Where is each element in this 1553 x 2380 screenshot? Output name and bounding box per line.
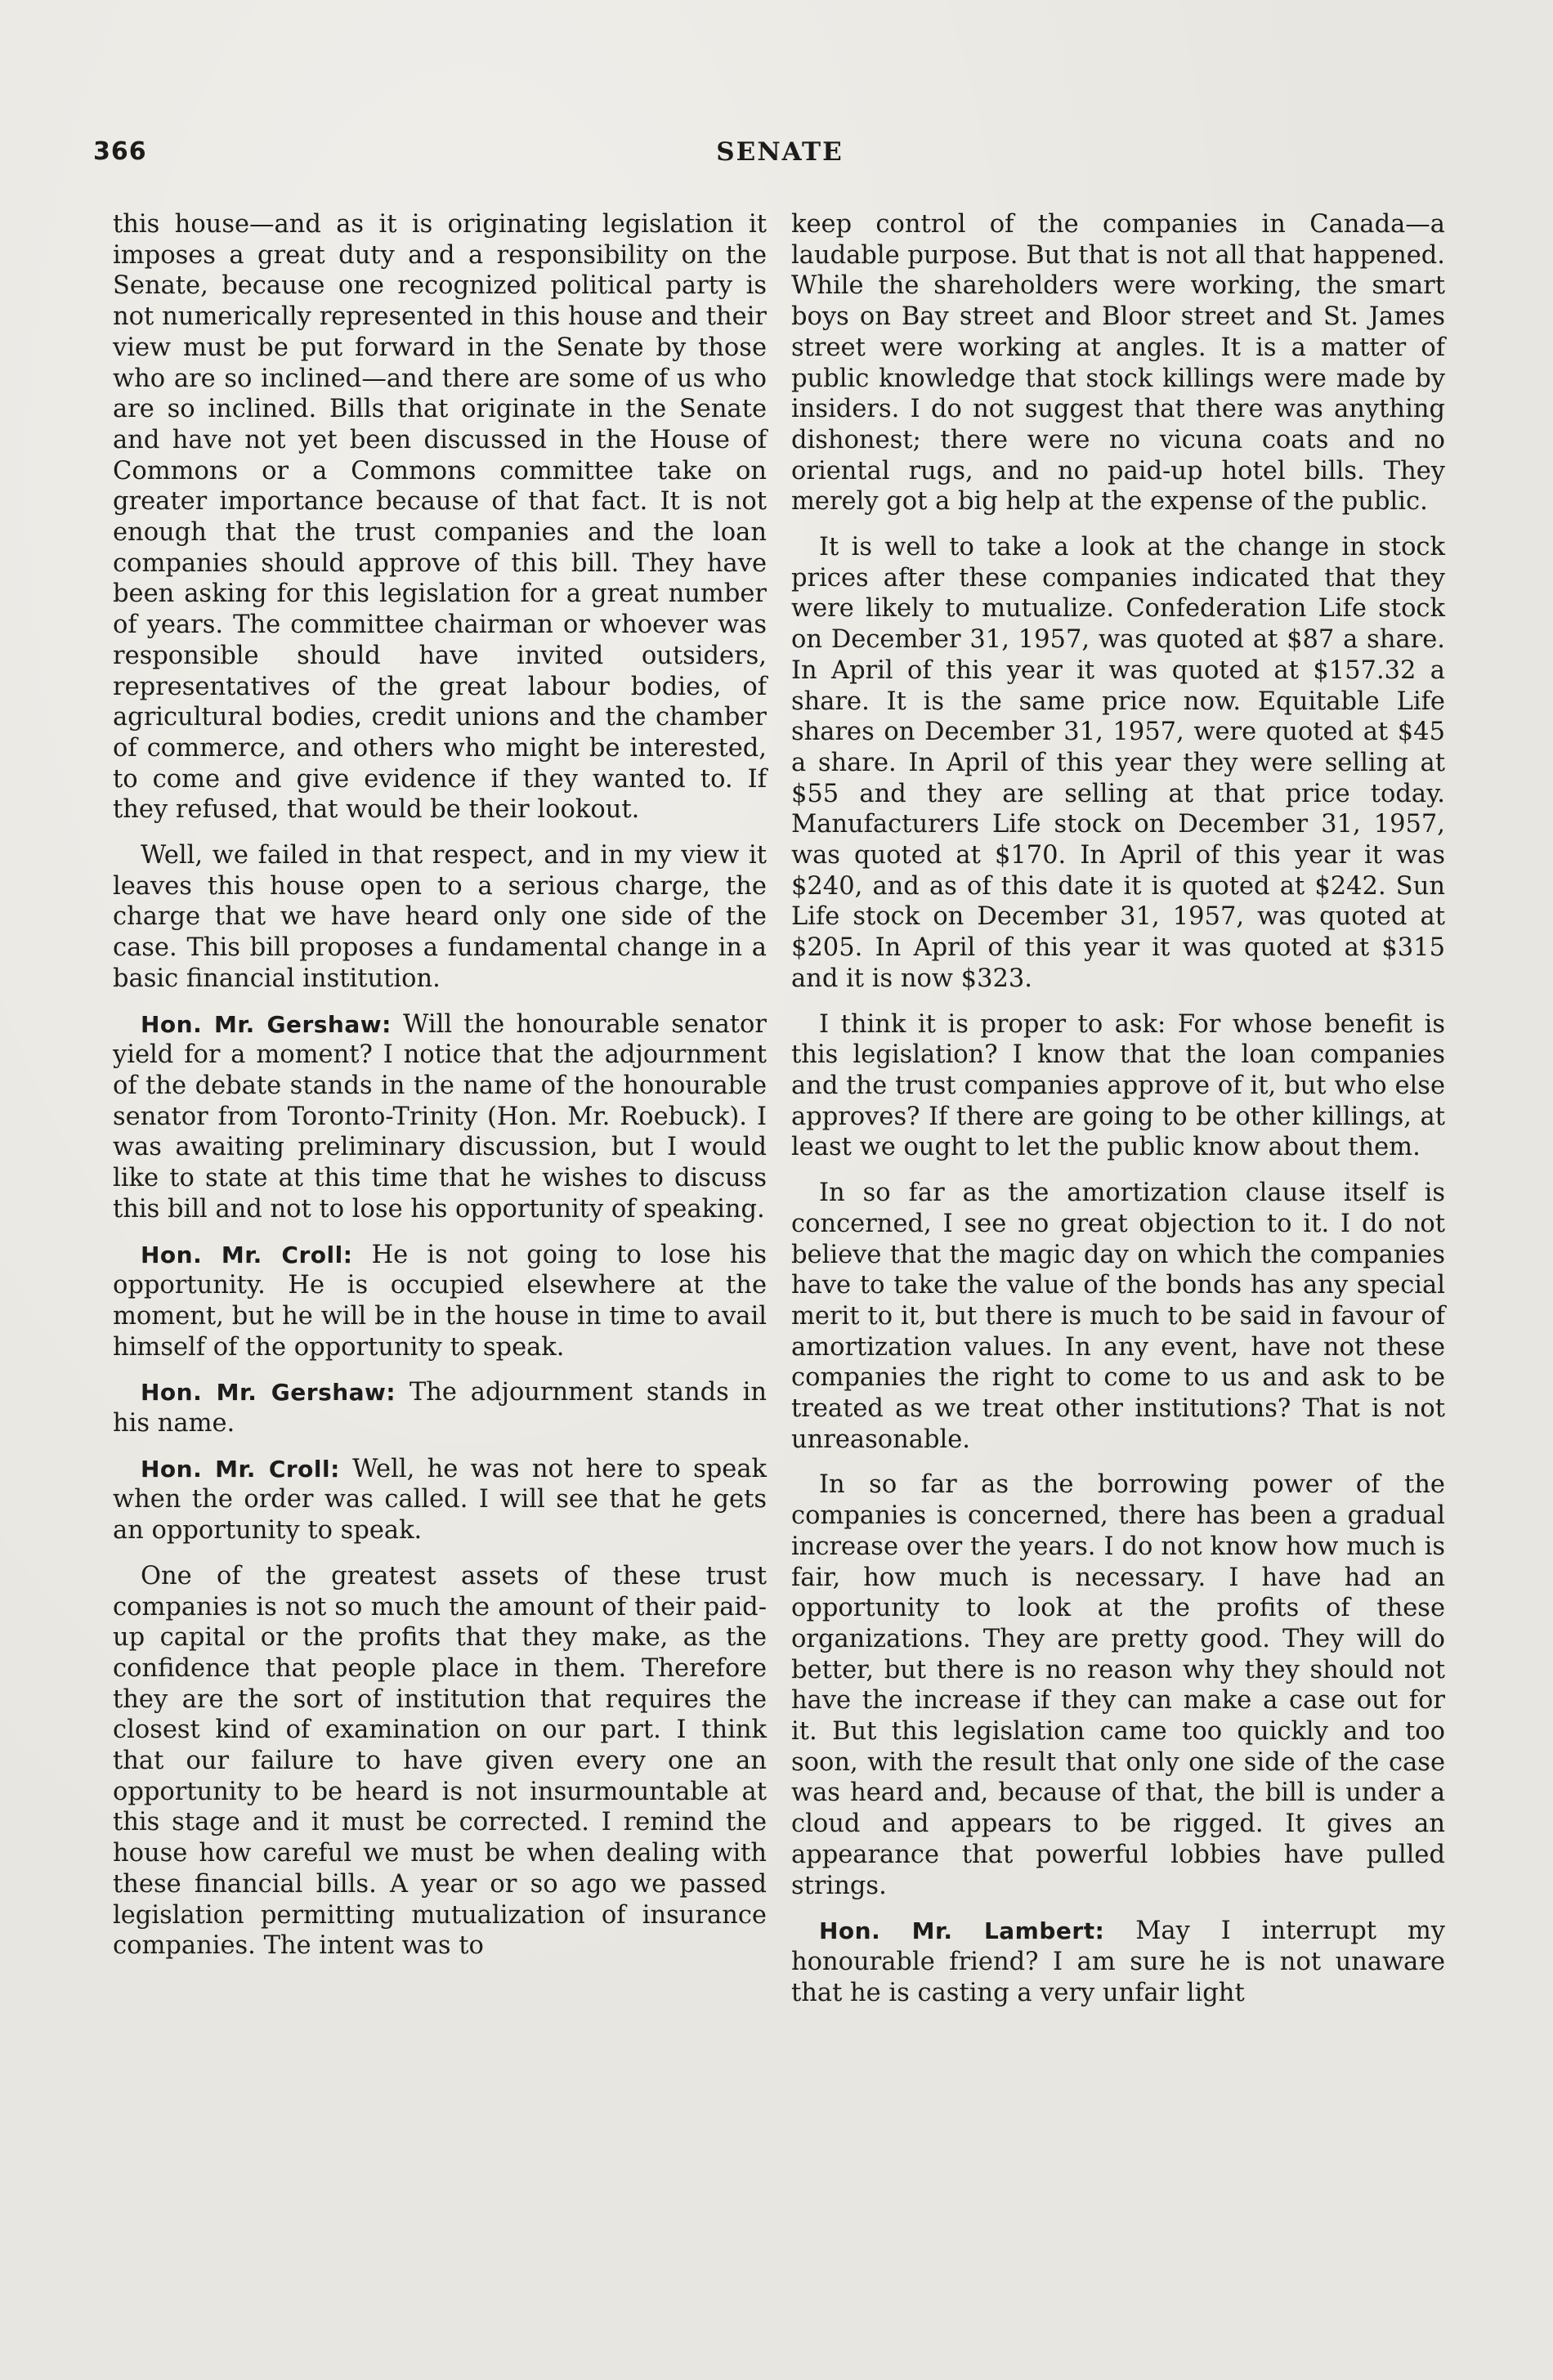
page-number: 366	[93, 137, 147, 166]
paragraph	[113, 1240, 767, 1363]
left-column	[113, 209, 767, 2203]
paragraph-text: Well, we failed in that respect, and in my view it leaves this house open to a serious charge, the charge that we have heard only one side of the case. This bill proposes a fundamental change in a basic financial institution.	[113, 841, 767, 993]
paragraph-text: It is well to take a look at the change in stock prices after these companies indicated that they were likely to mutualize. Confederation Life stock on December 31, 1957, was quoted at $87 a share. In April of this year it was quoted at $157.32 a share. It is the same price now. Equitable Life shares on December 31, 1957, were quoted at $45 a share. In April of this year they were selling at $55 and they are selling at that price today. Manufacturers Life stock on December 31, 1957, was quoted at $170. In April of this year it was $240, and as of this date it is quoted at $242. Sun Life stock on December 31, 1957, was quoted at $205. In April of this year it was quoted at $315 and it is now $323.	[791, 533, 1445, 993]
paragraph	[791, 532, 1445, 995]
speaker-name: Hon. Mr. Croll:	[141, 1455, 340, 1483]
paragraph-text: He is not going to lose his opportunity. He is occupied elsewhere at the moment, but he will be in the house in time to avail himself of the opportunity to speak.	[113, 1240, 767, 1362]
speaker-name: Hon. Mr. Gershaw:	[141, 1379, 396, 1407]
paragraph	[113, 1377, 767, 1438]
paragraph	[791, 209, 1445, 517]
paragraph-text: In so far as the borrowing power of the companies is concerned, there has been a gradual increase over the years. I do not know how much is fair, how much is necessary. I have had an opportunity to look at the profits of these organizations. They are pretty good. They will do better, but there is no reason why they should not have the increase if they can make a case out for it. But this legislation came too quickly and too soon, with the result that only one side of the case was heard and, because of that, the bill is under a cloud and appears to be rigged. It gives an appearance that powerful lobbies have pulled strings.	[791, 1470, 1445, 1900]
paragraph	[113, 1454, 767, 1546]
paragraph-text: May I interrupt my honourable friend? I am sure he is not unaware that he is casting a very unfair light	[791, 1917, 1446, 2007]
paragraph	[113, 1561, 767, 1962]
paragraph	[113, 209, 767, 825]
running-head: SENATE	[716, 137, 844, 167]
paragraph	[791, 1009, 1445, 1164]
paragraph-text: Well, he was not here to speak when the order was called. I will see that he gets an opportunity to speak.	[113, 1454, 767, 1546]
right-column	[791, 209, 1445, 2203]
paragraph-text: this house—and as it is originating legislation it imposes a great duty and a responsibility on the Senate, because one recognized political party is not numerically represented in this house and their view must be put forward in the Senate by those who are so inclined—and there are some of us who are so inclined. Bills that originate in the Senate and have not yet been discussed in the House of Commons or a Commons committee take on greater importance because of that fact. It is not enough that the trust companies and the loan companies should approve of this bill. They have been asking for this legislation for a great number of years. The committee chairman or whoever was responsible should have invited outsiders, representatives of the great labour bodies, of agricultural bodies, credit unions and the chamber of commerce, and others who might be interested, to come and give evidence if they wanted to. If they refused, that would be their lookout.	[113, 210, 767, 825]
paragraph	[791, 1916, 1445, 2008]
speaker-name: Hon. Mr. Croll:	[141, 1241, 353, 1268]
paragraph-text: In so far as the amortization clause itself is concerned, I see no great objection to it. I do not believe that the magic day on which the companies have to take the value of the bonds has any special merit to it, but there is much to be said in favour of amortization values. In any event, have not these companies the right to come to us and ask to be treated as we treat other institutions? That is not unreasonable.	[791, 1179, 1445, 1454]
paragraph	[113, 1009, 767, 1225]
paragraph	[113, 840, 767, 995]
paragraph-text: One of the greatest assets of these trust companies is not so much the amount of their paid-up capital or the profits that they make, as the confidence that people place in them. Therefore they are the sort of institution that requires the closest kind of examination on our part. I think that our failure to have given every one an opportunity to be heard is not insurmountable at this stage and it must be corrected. I remind the house how careful we must be when dealing with these financial bills. A year or so ago we passed legislation permitting mutualization of insurance companies. The intent was to	[113, 1561, 767, 1961]
paragraph-text: keep control of the companies in Canada—a laudable purpose. But that is not all that happened. While the shareholders were working, the smart boys on Bay street and Bloor street and St. James street were working at angles. It is a matter of public knowledge that stock killings were made by insiders. I do not suggest that there was anything dishonest; there were no vicuna coats and no oriental rugs, and no paid-up hotel bills. They merely got a big help at the expense of the public.	[791, 210, 1445, 517]
paragraph	[791, 1178, 1445, 1455]
paragraph	[791, 1470, 1445, 1901]
paragraph-text: I think it is proper to ask: For whose benefit is this legislation? I know that the loan companies and the trust companies approve of it, but who else approves? If there are going to be other killings, at least we ought to let the public know about them.	[791, 1009, 1445, 1162]
page-header	[93, 137, 1466, 178]
speaker-name: Hon. Mr. Lambert:	[819, 1917, 1105, 1945]
paragraph-text: The adjournment stands in his name.	[113, 1378, 767, 1438]
speaker-name: Hon. Mr. Gershaw:	[141, 1010, 392, 1038]
paragraph-text: Will the honourable senator yield for a moment? I notice that the adjournment of the debate stands in the name of the honourable senator from Toronto-Trinity (Hon. Mr. Roebuck). I was awaiting preliminary discussion, but I would like to state at this time that he wishes to discuss this bill and not to lose his opportunity of speaking.	[113, 1009, 767, 1224]
